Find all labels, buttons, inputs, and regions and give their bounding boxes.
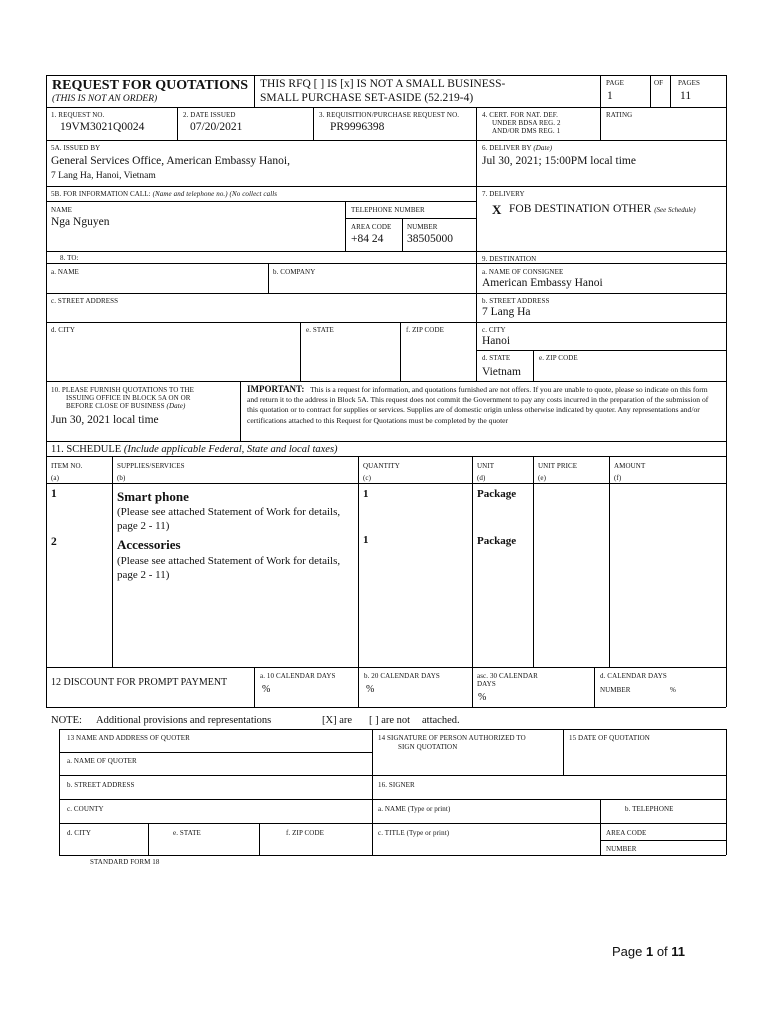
page-value: 1	[607, 90, 613, 102]
col-qty-label: QUANTITY	[363, 462, 400, 470]
item-2-desc: (Please see attached Statement of Work for details, page 2 - 11)	[117, 555, 341, 581]
quoter-name-label: a. NAME OF QUOTER	[67, 757, 137, 765]
telephone-label: TELEPHONE NUMBER	[351, 206, 425, 214]
schedule-title: 11. SCHEDULE (Include applicable Federal, State and local taxes)	[51, 444, 338, 455]
dest-street-value: 7 Lang Ha	[482, 306, 531, 318]
dest-state-value: Vietnam	[482, 366, 521, 378]
requisition-label: 3. REQUISITION/PURCHASE REQUEST NO.	[319, 111, 460, 119]
col-unit-label: UNIT	[477, 462, 495, 470]
signer-name-label: a. NAME (Type or print)	[378, 805, 451, 813]
fob-destination: FOB DESTINATION	[509, 203, 610, 215]
col-amount-sub: (f)	[614, 474, 622, 482]
consignee-value: American Embassy Hanoi	[482, 277, 603, 289]
area-code-value: +84 24	[351, 233, 384, 245]
date-issued-label: 2. DATE ISSUED	[183, 111, 236, 119]
info-call-label: 5B. FOR INFORMATION CALL: (Name and telephone no.) (No collect calls	[51, 190, 278, 198]
requisition-value: PR9996398	[330, 121, 385, 133]
date-issued-value: 07/20/2021	[190, 121, 243, 133]
signature-label-1: 14 SIGNATURE OF PERSON AUTHORIZED TO	[378, 734, 526, 742]
col-unit-price-sub: (e)	[538, 474, 547, 482]
request-no-value: 19VM3021Q0024	[60, 121, 145, 133]
discount-c-label-2: DAYS	[477, 680, 496, 688]
furnish-label-3: BEFORE CLOSE OF BUSINESS (Date)	[66, 402, 186, 410]
deliver-by-label: 6. DELIVER BY (Date)	[482, 144, 553, 152]
fob-x-mark: X	[492, 202, 502, 217]
delivery-label: 7. DELIVERY	[482, 190, 525, 198]
item-1-desc: (Please see attached Statement of Work for details, page 2 - 11)	[117, 506, 341, 532]
issued-by-line1: General Services Office, American Embassy Hanoi,	[51, 155, 290, 167]
discount-d-pct: %	[670, 686, 676, 694]
item-1-qty: 1	[363, 488, 369, 500]
to-zip-label: f. ZIP CODE	[406, 326, 444, 334]
item-1-name: Smart phone	[117, 489, 189, 504]
item-1-unit: Package	[477, 488, 517, 500]
item-2-qty: 1	[363, 534, 369, 546]
delivery-other: OTHER (See Schedule)	[613, 203, 696, 215]
pages-value: 11	[680, 90, 692, 102]
furnish-label-2: ISSUING OFFICE IN BLOCK 5A ON OR	[66, 394, 191, 402]
to-city-label: d. CITY	[51, 326, 76, 334]
rating-label: RATING	[606, 111, 633, 119]
important-notice: IMPORTANT: This is a request for information, and quotations furnished are not offers. If you are unable to quote, please so indicate on this form and return it to the address in Block 5A. This request does not commit the Government to pay any costs incurred in the preparation of the submission of this quotation or to contract for supplies or services. Supplies are of domestic origin unless otherwise indicated by quoter. Any representations and/or certifications attached to this Request for Quotations must be completed by the quoter	[247, 384, 709, 425]
discount-d-number: NUMBER	[600, 686, 631, 694]
signer-number-label: NUMBER	[606, 845, 637, 853]
cert-label-2: UNDER BDSA REG. 2	[492, 119, 561, 127]
rfq-setaside-line2: SMALL PURCHASE SET-ASIDE (52.219-4)	[260, 92, 474, 104]
furnish-label-1: 10. PLEASE FURNISH QUOTATIONS TO THE	[51, 386, 195, 394]
form-subtitle: (THIS IS NOT AN ORDER)	[52, 94, 158, 104]
cert-label-3: AND/OR DMS REG. 1	[492, 127, 561, 135]
rfq-setaside-line1: THIS RFQ [ ] IS [x] IS NOT A SMALL BUSINESS-	[260, 78, 506, 90]
quoter-county-label: c. COUNTY	[67, 805, 104, 813]
form-title: REQUEST FOR QUOTATIONS	[52, 78, 249, 93]
col-supplies-sub: (b)	[117, 474, 126, 482]
col-supplies-label: SUPPLIES/SERVICES	[117, 462, 185, 470]
quoter-street-label: b. STREET ADDRESS	[67, 781, 135, 789]
discount-b-pct: %	[366, 684, 375, 695]
consignee-label: a. NAME OF CONSIGNEE	[482, 268, 564, 276]
item-1-no: 1	[51, 488, 57, 500]
discount-c-pct: %	[478, 692, 487, 703]
to-state-label: e. STATE	[306, 326, 334, 334]
dest-state-label: d. STATE	[482, 354, 511, 362]
dest-zip-label: e. ZIP CODE	[539, 354, 578, 362]
signature-label-2: SIGN QUOTATION	[398, 743, 458, 751]
contact-name: Nga Nguyen	[51, 216, 110, 228]
date-of-quotation-label: 15 DATE OF QUOTATION	[569, 734, 650, 742]
quoter-state-label: e. STATE	[173, 829, 201, 837]
area-code-label: AREA CODE	[351, 223, 392, 231]
form-name: STANDARD FORM 18	[90, 858, 160, 866]
pages-label: PAGES	[678, 79, 701, 87]
note-line: NOTE: Additional provisions and representations [X] are [ ] are not attached.	[51, 715, 460, 726]
to-street-label: c. STREET ADDRESS	[51, 297, 119, 305]
signer-title-label: c. TITLE (Type or print)	[378, 829, 450, 837]
item-2-unit: Package	[477, 535, 517, 547]
col-item-sub: (a)	[51, 474, 60, 482]
to-label: 8. TO:	[60, 254, 79, 262]
dest-city-label: c. CITY	[482, 326, 506, 334]
col-unit-sub: (d)	[477, 474, 486, 482]
to-company-label: b. COMPANY	[273, 268, 316, 276]
col-unit-price-label: UNIT PRICE	[538, 462, 578, 470]
discount-d-label: d. CALENDAR DAYS	[600, 672, 667, 680]
dest-street-label: b. STREET ADDRESS	[482, 297, 550, 305]
request-no-label: 1. REQUEST NO.	[51, 111, 105, 119]
issued-by-line2: 7 Lang Ha, Hanoi, Vietnam	[51, 171, 156, 181]
destination-label: 9. DESTINATION	[482, 255, 537, 263]
issued-by-label: 5A. ISSUED BY	[51, 144, 101, 152]
name-label: NAME	[51, 206, 73, 214]
cert-label-1: 4. CERT. FOR NAT. DEF.	[482, 111, 559, 119]
discount-c-label-1: asc. 30 CALENDAR	[477, 672, 538, 680]
quoter-city-label: d. CITY	[67, 829, 92, 837]
item-2-no: 2	[51, 536, 57, 548]
col-amount-label: AMOUNT	[614, 462, 646, 470]
of-label: OF	[654, 79, 664, 87]
discount-b-label: b. 20 CALENDAR DAYS	[364, 672, 440, 680]
signer-area-code-label: AREA CODE	[606, 829, 647, 837]
discount-a-pct: %	[262, 684, 271, 695]
to-name-label: a. NAME	[51, 268, 79, 276]
number-value: 38505000	[407, 233, 453, 245]
page-label: PAGE	[606, 79, 625, 87]
col-item-label: ITEM NO.	[51, 462, 83, 470]
number-label: NUMBER	[407, 223, 438, 231]
furnish-value: Jun 30, 2021 local time	[51, 414, 159, 426]
dest-city-value: Hanoi	[482, 335, 511, 347]
signer-label: 16. SIGNER	[378, 781, 415, 789]
discount-label: 12 DISCOUNT FOR PROMPT PAYMENT	[51, 677, 228, 688]
deliver-by-value: Jul 30, 2021; 15:00PM local time	[482, 155, 636, 167]
page-number-footer: Page 1 of 11	[612, 944, 686, 959]
signer-telephone-label: b. TELEPHONE	[625, 805, 674, 813]
col-qty-sub: (c)	[363, 474, 372, 482]
quoter-name-address-label: 13 NAME AND ADDRESS OF QUOTER	[67, 734, 190, 742]
quoter-zip-label: f. ZIP CODE	[286, 829, 324, 837]
item-2-name: Accessories	[117, 537, 181, 552]
discount-a-label: a. 10 CALENDAR DAYS	[260, 672, 336, 680]
